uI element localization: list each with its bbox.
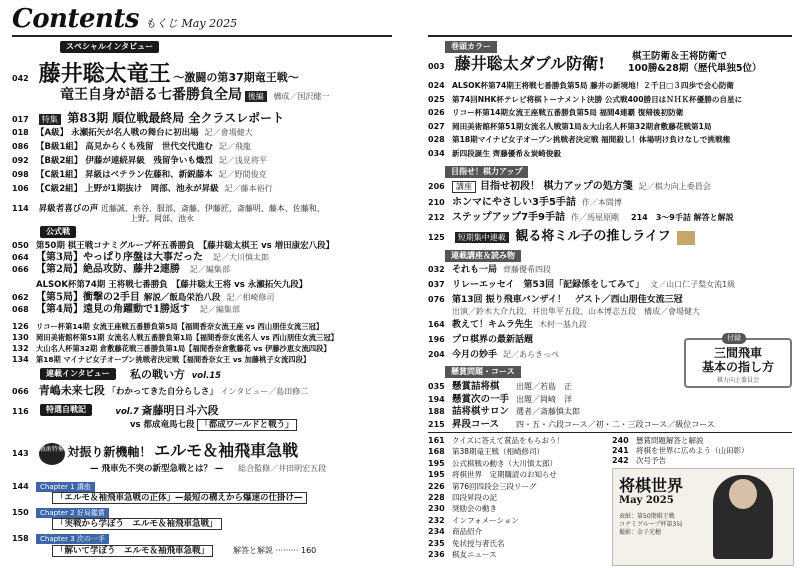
item-credit: 作／馬屋原剛 bbox=[571, 213, 620, 222]
rk-item[interactable] bbox=[428, 279, 735, 291]
page-number: 144 bbox=[12, 482, 29, 491]
news-item[interactable] bbox=[428, 148, 561, 159]
page-number: 125 bbox=[428, 233, 445, 242]
page-number: 032 bbox=[428, 265, 445, 274]
page-number: 195 bbox=[428, 458, 445, 468]
feature-title: 藤井聡太竜王 bbox=[38, 61, 171, 87]
mika-row[interactable] bbox=[428, 229, 695, 246]
page-number: 050 bbox=[12, 241, 29, 250]
feature-line2: 竜王自身が語る七番勝負全局 bbox=[60, 87, 242, 103]
mezase-item[interactable] bbox=[428, 211, 734, 225]
class-label: 【B級1組】 bbox=[36, 142, 83, 152]
koushiki-item[interactable] bbox=[12, 264, 230, 276]
page-number: 062 bbox=[12, 293, 29, 302]
kantou-title: 藤井聡太ダブル防衛! bbox=[454, 54, 606, 73]
cover-note-2: コナミグループ杯第3局 bbox=[619, 521, 683, 528]
item-title: 新四段誕生 齊藤優希＆炭崎俊毅 bbox=[452, 148, 561, 158]
cover-photo-face bbox=[729, 479, 757, 509]
page-number: 132 bbox=[12, 344, 29, 353]
item-credit: 出題／岡崎 洋 bbox=[516, 394, 572, 404]
item-title: 免状授与者氏名 bbox=[452, 538, 505, 548]
class-label: 【B級2組】 bbox=[36, 156, 83, 166]
saito-row[interactable] bbox=[12, 404, 219, 419]
item-title: 公式棋戦の動き（大川慎太郎） bbox=[452, 458, 557, 468]
item-title: ホンマにやさしい3手5手詰 bbox=[452, 197, 576, 208]
renzai-label: 連載インタビュー bbox=[40, 368, 116, 380]
item-title: 大山名人杯第32期 倉敷藤花戦三番勝負第1局【福間香奈倉敷藤花 vs 伊藤沙恵女流四段】 bbox=[36, 344, 331, 353]
tokushu-item[interactable] bbox=[12, 127, 253, 139]
item-title: 昇段コース bbox=[452, 418, 500, 430]
page-number: 195 bbox=[428, 470, 445, 480]
item-title: 次号予告 bbox=[636, 456, 666, 465]
page-number: 212 bbox=[428, 213, 445, 222]
page-number: 164 bbox=[428, 320, 445, 329]
chapter-text: 「エルモ＆袖飛車急戦の正体」—最短の構えから爆速の仕掛け— bbox=[52, 492, 307, 504]
item-title: 【第4局】遠見の角躍動で1勝返す bbox=[36, 304, 190, 315]
item-title: 上野が1期抜け 岡部、池永が昇級 bbox=[85, 184, 219, 194]
misc-item[interactable] bbox=[612, 456, 666, 466]
news-item[interactable] bbox=[428, 134, 730, 145]
item-credit: 四・五・六段コース／初・二・三段コース／級位コース bbox=[516, 419, 715, 429]
item-credit: 文／山口仁子梨女流1級 bbox=[650, 280, 736, 289]
mika-title: 観る将ミル子の推しライフ bbox=[515, 229, 671, 244]
renzai-vol: vol.15 bbox=[191, 371, 222, 381]
aoshima-quote: 「わかってきた自分らしさ」 bbox=[107, 387, 218, 397]
item-title: 伊藤が連続昇級 残留争いも熾烈 bbox=[85, 156, 213, 166]
misc-item[interactable] bbox=[428, 527, 482, 537]
page-number: 066 bbox=[12, 265, 29, 274]
header-rule-right bbox=[428, 35, 792, 37]
aoshima-name: 青嶋未来七段 bbox=[38, 384, 105, 397]
item-title: 奨励会の動き bbox=[452, 504, 497, 514]
item-title: 【第5局】衝撃の2手目 bbox=[36, 292, 140, 303]
mika-illustration-icon bbox=[677, 231, 695, 245]
item-title: 棋友ニュース bbox=[452, 550, 497, 559]
item-title: 第76回四段会三段リーグ bbox=[452, 481, 537, 491]
page-number: 230 bbox=[428, 504, 445, 514]
item-credit: 選者／斎藤慎太郎 bbox=[516, 407, 580, 416]
chapter-label: Chapter 3 次の一手 bbox=[36, 534, 109, 544]
page-number: 068 bbox=[12, 305, 29, 314]
item-title: 目指せ初段！ 棋力アップの処方箋 bbox=[480, 181, 633, 192]
page-number: 235 bbox=[428, 538, 445, 548]
page-number: 035 bbox=[428, 382, 445, 391]
feature-row-2 bbox=[60, 86, 329, 106]
item-title: 第74回NHK杯テレビ将棋トーナメント決勝 公式戦400勝目はＮＨＫ杯優勝の自星に bbox=[452, 94, 743, 104]
item-title: それも一局 bbox=[452, 265, 498, 275]
page-number: 206 bbox=[428, 182, 445, 191]
chapter-desc bbox=[52, 493, 307, 504]
item-extra: 214 3〜9手詰 解答と解説 bbox=[631, 213, 734, 222]
item-title: リコー杯第14期女流王座戦五番勝負第5局 福間4連覇 復帰後初防衛 bbox=[452, 108, 684, 117]
cover-thumbnail bbox=[612, 468, 794, 566]
furoku-title-2: 基本の指し方 bbox=[701, 360, 774, 374]
page-subtitle: もくじ May 2025 bbox=[145, 17, 238, 30]
shokyu-names-2: 上野、岡部、池永 bbox=[130, 214, 194, 223]
kantou-row[interactable] bbox=[428, 54, 605, 77]
chapter-text: 「解いて学ぼう エルモ＆袖飛車急戦」 bbox=[52, 545, 213, 557]
tokushu-item[interactable] bbox=[12, 183, 273, 195]
misc-item[interactable] bbox=[428, 550, 497, 560]
renzai-title-row bbox=[130, 368, 221, 383]
item-title: 岡田美術館杯第51期 女流名人戦五番勝負第1局【福間香奈女流名人 vs 西山朋佳女流三冠】 bbox=[36, 333, 338, 342]
senjutsu-title-1: 対振り新機軸！ bbox=[67, 445, 152, 459]
rk-item[interactable] bbox=[428, 319, 587, 331]
item-title: 第50期 棋王戦コナミグループ杯五番勝負 bbox=[36, 241, 195, 251]
tokushu-row[interactable] bbox=[12, 110, 284, 128]
tokushu-item[interactable] bbox=[12, 169, 267, 181]
item-title: 懸賞次の一手 bbox=[452, 393, 510, 405]
cover-issue: May 2025 bbox=[619, 495, 674, 506]
page-number: 188 bbox=[428, 407, 445, 416]
women-title-item[interactable] bbox=[12, 354, 310, 365]
page-number: 158 bbox=[12, 534, 29, 543]
senjutsu-row[interactable] bbox=[12, 440, 298, 465]
item-credit: 記／棋力向上委員会 bbox=[638, 182, 711, 191]
news-item[interactable] bbox=[428, 121, 712, 132]
item-extra: 【藤井聡太王将 vs 永瀬拓矢九段】 bbox=[171, 280, 308, 290]
page-number: 034 bbox=[428, 148, 445, 158]
misc-item[interactable] bbox=[612, 446, 749, 456]
page-title: Contents bbox=[12, 4, 140, 34]
item-title: リコー杯第14期 女流王座戦五番勝負第5局【福間香奈女流王座 vs 西山朋佳女流三冠】 bbox=[36, 322, 324, 331]
kenshou-item[interactable] bbox=[428, 406, 580, 418]
kantou-note-2: 100勝&28期（歴代単独5位） bbox=[628, 63, 762, 74]
kantou-label: 巻頭カラー bbox=[445, 41, 497, 53]
senjutsu-credit: 総合監修／井田明宏五段 bbox=[238, 464, 327, 473]
chapter-item[interactable] bbox=[12, 533, 109, 545]
koushiki-item[interactable] bbox=[12, 304, 240, 316]
item-title: 将棋世界 定期購読のお知らせ bbox=[452, 470, 557, 480]
class-label: 【A級】 bbox=[36, 128, 69, 138]
furoku-label: 付録 bbox=[722, 333, 746, 344]
page-number: 232 bbox=[428, 515, 445, 525]
tokusen-label: 特選自戦記 bbox=[40, 404, 92, 416]
item-credit: 記／野間俊克 bbox=[218, 170, 267, 179]
page-number: 114 bbox=[12, 204, 29, 213]
tokushu-title: 第83期 順位戦最終局 全クラスレポート bbox=[67, 111, 285, 125]
item-credit: 記／飛龍 bbox=[218, 142, 251, 151]
item-credit: 記／會場健大 bbox=[204, 128, 253, 137]
item-title: 第18期 マイナビ女子オープン挑戦者決定戦【福間香奈女王 vs 加藤桃子女流四段】 bbox=[36, 355, 311, 364]
women-title-item[interactable] bbox=[12, 321, 323, 332]
item-title: 【第2局】絶品攻防、藤井2連勝 bbox=[36, 264, 180, 275]
page-number: 018 bbox=[12, 128, 29, 137]
koushiki-item[interactable] bbox=[12, 292, 274, 304]
rk-label: 連載講座＆読み物 bbox=[445, 250, 521, 262]
page-number: 240 bbox=[612, 436, 629, 445]
mezase-item[interactable] bbox=[428, 196, 622, 210]
shokyu-names: 近藤誠、糸谷、服部、斎藤、伊藤匠、斎藤明、藤本、佐藤和、 bbox=[100, 204, 325, 213]
item-title: クイズに答えて賞品をもらおう！ bbox=[452, 436, 565, 445]
chapter-text: 「実戦から学ぼう エルモ＆袖飛車急戦」 bbox=[52, 518, 222, 530]
page-number: 017 bbox=[12, 115, 29, 124]
item-title: プロ棋界の最新話題 bbox=[452, 335, 534, 345]
item-title: 懸賞問題解答と解説 bbox=[636, 436, 704, 445]
page-number: 024 bbox=[428, 81, 445, 90]
page-number: 161 bbox=[428, 436, 445, 445]
senjutsu-row-2 bbox=[90, 463, 326, 475]
mezase-label: 目指せ！棋力アップ bbox=[445, 166, 528, 178]
aoshima-row[interactable] bbox=[12, 384, 308, 399]
kenshou-item[interactable] bbox=[428, 394, 572, 406]
item-credit: 木村一基九段 bbox=[538, 320, 587, 329]
item-title: 【第3局】やっぱり序盤は大事だった bbox=[36, 252, 203, 263]
misc-item[interactable] bbox=[428, 516, 519, 526]
page-number: 168 bbox=[428, 447, 445, 457]
kenshou-label: 懸賞問題・コース bbox=[445, 366, 521, 378]
item-extra: 解説／飯島栄治八段 bbox=[143, 293, 221, 303]
women-title-item[interactable] bbox=[12, 343, 331, 354]
kenshou-item[interactable] bbox=[428, 419, 715, 431]
page-number: 026 bbox=[428, 108, 445, 117]
koushiki-label: 公式戦 bbox=[40, 226, 76, 238]
koushiki-item[interactable] bbox=[12, 252, 269, 264]
saito-row-2 bbox=[130, 419, 297, 432]
item-title: 商品紹介 bbox=[452, 527, 482, 537]
shokyu-title: 昇級者喜びの声 bbox=[38, 204, 99, 214]
item-title: 詰将棋サロン bbox=[452, 406, 510, 417]
item-credit: 記／編集部 bbox=[199, 305, 240, 314]
item-title: 第18期マイナビ女子オープン挑戦者決定戦 福間殺し！体場明け負けなしで挑戦権 bbox=[452, 135, 731, 144]
page-number: 037 bbox=[428, 280, 445, 289]
misc-item[interactable] bbox=[428, 436, 564, 446]
page-number: 196 bbox=[428, 335, 445, 344]
item-credit: 記／藤本裕行 bbox=[224, 184, 273, 193]
rk-item-credit: 出演／鈴木大介九段、井出隼平五段、山本博志五段 構成／會場健大 bbox=[452, 307, 700, 316]
special-interview-label: スペシャルインタビュー bbox=[60, 41, 159, 53]
page-number: 130 bbox=[12, 333, 29, 342]
aoshima-credit: インタビュー／島田修二 bbox=[220, 387, 309, 396]
page-number: 116 bbox=[12, 407, 29, 416]
page-number: 242 bbox=[612, 456, 629, 465]
senjutsu-badge: 戦術特集 bbox=[39, 443, 65, 465]
item-title: 将棋を世界に広めよう（山田彰） bbox=[636, 446, 749, 455]
chapter-label: Chapter 1 講座 bbox=[36, 482, 95, 492]
page-number: 204 bbox=[428, 350, 445, 359]
item-title: 昇級はベテラン佐藤和、新鋭藤本 bbox=[85, 170, 213, 180]
page-number: 210 bbox=[428, 198, 445, 207]
koushiki-item[interactable] bbox=[12, 240, 340, 252]
feature-subtitle: 〜激闘の第37期竜王戦〜 bbox=[173, 71, 299, 84]
saito-vol: vol.7 bbox=[115, 407, 139, 417]
cover-note-3: 撮影：金子光穂 bbox=[619, 529, 662, 536]
page-number: 226 bbox=[428, 481, 445, 491]
misc-item[interactable] bbox=[428, 447, 544, 457]
rk-item[interactable] bbox=[428, 264, 551, 276]
page-number: 241 bbox=[612, 446, 629, 455]
item-title: ステップアップ7手9手詰 bbox=[452, 212, 566, 223]
chapter-desc bbox=[52, 519, 222, 530]
tokushu-tag: 特集 bbox=[39, 114, 61, 125]
item-title: 永瀬拓矢が名人戦の舞台に初出場 bbox=[71, 128, 199, 138]
item-title: インフォメーション bbox=[452, 515, 519, 525]
page-number: 042 bbox=[12, 74, 29, 83]
misc-item[interactable] bbox=[428, 504, 497, 514]
saito-quote: 「都成ワールドと戦う」 bbox=[197, 419, 296, 431]
news-item[interactable] bbox=[428, 94, 742, 105]
koushiki-item[interactable] bbox=[12, 279, 313, 291]
rk-item[interactable] bbox=[428, 294, 683, 306]
item-title: 高見からくも残留 世代交代進む bbox=[85, 142, 213, 152]
page-number: 106 bbox=[12, 184, 29, 193]
class-label: 【C級2組】 bbox=[36, 184, 83, 194]
tokushu-item[interactable] bbox=[12, 141, 251, 153]
header-rule bbox=[12, 35, 392, 37]
item-credit: 記／相崎修司 bbox=[226, 293, 275, 302]
misc-item[interactable] bbox=[428, 470, 557, 480]
item-title: 第38期竜王戦（相崎修司） bbox=[452, 447, 545, 457]
page-number: 143 bbox=[12, 449, 29, 458]
mezase-item[interactable] bbox=[428, 180, 711, 194]
class-label: 【C級1組】 bbox=[36, 170, 83, 180]
cover-note-1: 表紙：第50期棋王戦 bbox=[619, 513, 675, 520]
senjutsu-title-2: エルモ＆袖飛車急戦 bbox=[154, 441, 299, 460]
chapter-desc bbox=[52, 545, 316, 557]
item-title: 四段昇段の記 bbox=[452, 493, 497, 502]
misc-item[interactable] bbox=[612, 436, 704, 446]
item-credit: 記／浅見将平 bbox=[218, 156, 267, 165]
furoku-title-1: 三間飛車 bbox=[713, 346, 762, 360]
women-title-item[interactable] bbox=[12, 332, 338, 343]
item-title: ALSOK杯第74期 王将戦七番勝負 bbox=[36, 280, 168, 290]
item-title: 第13回 振り飛車バンザイ！ ゲスト／西山朋佳女流三冠 bbox=[452, 295, 683, 305]
mika-tag: 短期集中連載 bbox=[455, 232, 509, 243]
page-number: 025 bbox=[428, 94, 445, 104]
misc-rule bbox=[428, 432, 792, 433]
news-item[interactable] bbox=[428, 107, 683, 118]
kenshou-item[interactable] bbox=[428, 381, 572, 393]
page-number: 098 bbox=[12, 170, 29, 179]
kantou-note-1: 棋王防衛＆王将防衛で bbox=[632, 51, 728, 62]
item-extra: 【藤井聡太棋王 vs 増田康宏八段】 bbox=[198, 241, 335, 251]
news-item[interactable] bbox=[428, 80, 734, 91]
page-number: 215 bbox=[428, 419, 445, 429]
feature-part-badge: 後編 bbox=[245, 91, 267, 102]
page-number: 234 bbox=[428, 527, 445, 537]
page-number: 236 bbox=[428, 550, 445, 559]
item-title: 今月の妙手 bbox=[452, 350, 498, 360]
page-number: 126 bbox=[12, 322, 29, 331]
rk-item[interactable] bbox=[428, 349, 559, 361]
misc-item[interactable] bbox=[428, 539, 505, 549]
item-credit: 記／あらきっぺ bbox=[503, 350, 560, 359]
page-number: 076 bbox=[428, 295, 445, 304]
item-title: ALSOK杯第74期王将戦七番勝負第5局 藤井の新境地！２千日□３四歩で会心防衛 bbox=[452, 81, 735, 90]
item-credit: 作／本間博 bbox=[581, 198, 622, 207]
chapter-extra: 解答と解説 ········· 160 bbox=[233, 546, 317, 555]
page-number: 064 bbox=[12, 253, 29, 262]
misc-item[interactable] bbox=[428, 459, 557, 469]
item-credit: 出題／若島 正 bbox=[516, 382, 572, 391]
item-title: 岡田美術館杯第51期女流名人戦第1局＆大山名人杯第32期倉敷藤花戦第1局 bbox=[452, 121, 712, 131]
page-number: 092 bbox=[12, 156, 29, 165]
tokushu-item[interactable] bbox=[12, 155, 267, 167]
page-number: 066 bbox=[12, 387, 29, 396]
item-title: 教えて！キムラ先生 bbox=[452, 320, 533, 330]
saito-vs: vs 都成竜馬七段 bbox=[130, 420, 195, 430]
misc-item[interactable] bbox=[428, 493, 497, 503]
senjutsu-sub: — 飛車先不突の新型急戦とは？ — bbox=[90, 464, 224, 474]
furoku-credit: 棋力向上委員会 bbox=[716, 377, 759, 384]
item-credit: 記／大川慎太郎 bbox=[212, 253, 269, 262]
furoku-box[interactable] bbox=[684, 334, 792, 388]
page-number: 027 bbox=[428, 121, 445, 131]
page-number: 150 bbox=[12, 508, 29, 517]
rk-item[interactable] bbox=[428, 334, 539, 346]
item-tag: 講座 bbox=[452, 181, 476, 193]
cover-title: 将棋世界 bbox=[619, 476, 684, 495]
feature-credit: 構成／国沢健一 bbox=[273, 92, 330, 101]
page-number: 028 bbox=[428, 135, 445, 144]
chapter-label: Chapter 2 好局鑑賞 bbox=[36, 508, 109, 518]
page-header bbox=[12, 4, 237, 34]
item-credit: 齊藤優希四段 bbox=[503, 265, 552, 274]
page-number: 228 bbox=[428, 493, 445, 502]
renzai-title: 私の戦い方 bbox=[130, 368, 185, 381]
page-number: 003 bbox=[428, 62, 445, 71]
page-number: 086 bbox=[12, 142, 29, 151]
saito-title: 斎藤明日斗六段 bbox=[141, 404, 219, 417]
page-number: 134 bbox=[12, 355, 29, 364]
item-credit: 記／編集部 bbox=[189, 265, 230, 274]
item-title: リレーエッセイ 第53回「記録係をしてみて」 bbox=[452, 280, 645, 290]
item-title: 懸賞詰将棋 bbox=[452, 381, 500, 392]
misc-item[interactable] bbox=[428, 482, 537, 492]
page-number: 194 bbox=[428, 394, 445, 404]
